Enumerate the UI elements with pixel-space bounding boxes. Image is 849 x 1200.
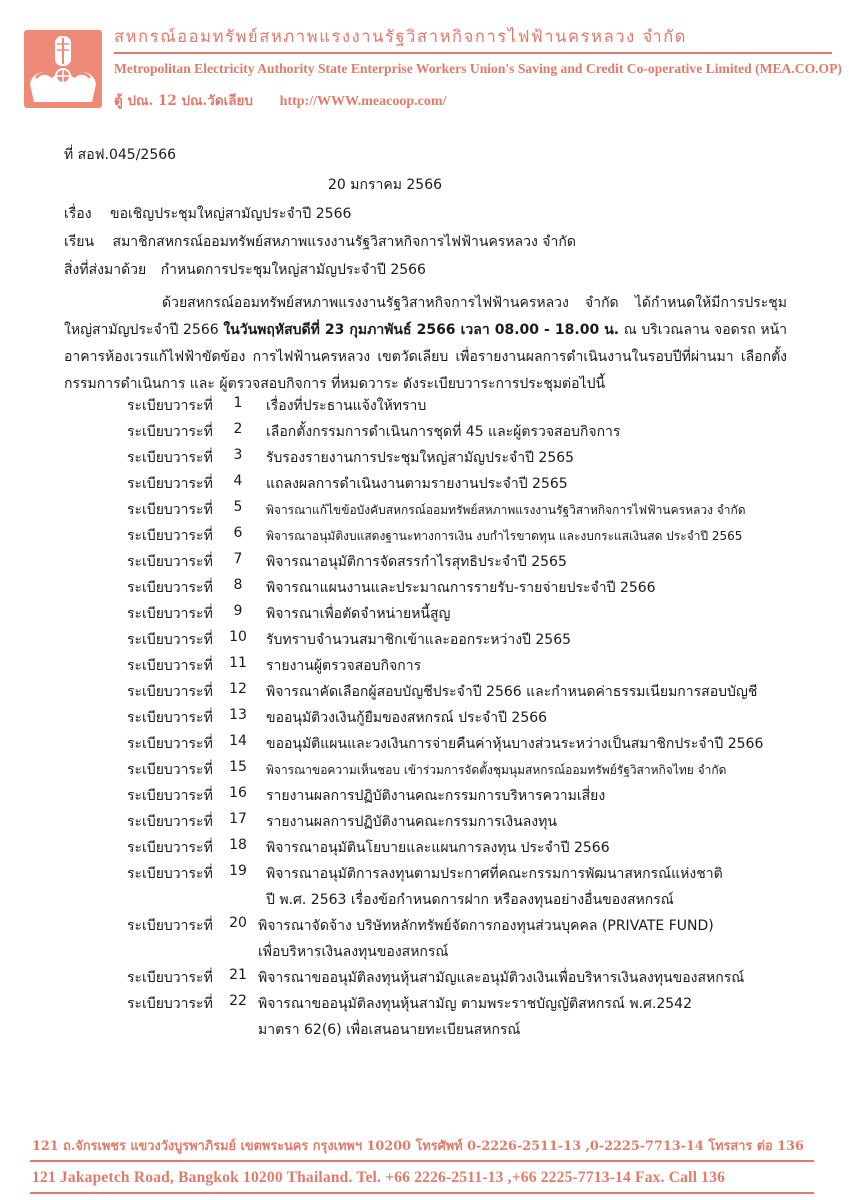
agenda-number: 21 (229, 967, 247, 983)
agenda-text: พิจารณาอนุมัติงบแสดงฐานะทางการเงิน งบกำไรขาดทุน และงบกระแสเงินสด ประจำปี 2565 (266, 529, 743, 543)
enclosure-line (64, 261, 426, 279)
subject-line (64, 205, 351, 223)
footer-bottom-divider (30, 1192, 814, 1194)
agenda-label: ระเบียบวาระที่ (127, 606, 213, 622)
agenda-label: ระเบียบวาระที่ (127, 996, 213, 1012)
agenda-item (0, 473, 849, 497)
subject-label: เรื่อง (64, 206, 92, 222)
letter-date: 20 มกราคม 2566 (328, 177, 443, 193)
agenda-label: ระเบียบวาระที่ (127, 918, 213, 934)
agenda-item (0, 655, 849, 679)
website-link[interactable]: http://WWW.meacoop.com/ (279, 94, 447, 109)
agenda-item (0, 759, 849, 783)
agenda-number: 10 (229, 629, 247, 645)
agenda-label: ระเบียบวาระที่ (127, 398, 213, 414)
agenda-text-continued: มาตรา 62(6) เพื่อเสนอนายทะเบียนสหกรณ์ (258, 1022, 521, 1038)
agenda-number: 3 (233, 447, 243, 463)
footer-address-thai: 121 ถ.จักรเพชร แขวงวังบูรพาภิรมย์ เขตพระนคร กรุงเทพฯ 10200 โทรศัพท์ 0-2226-2511-13 ,0-2225-7713-14 โทรสาร ต่อ 136 (32, 1139, 804, 1154)
agenda-label: ระเบียบวาระที่ (127, 736, 213, 752)
agenda-number: 6 (233, 525, 243, 541)
footer-divider (30, 1160, 814, 1162)
agenda-item (0, 395, 849, 419)
agenda-item (0, 967, 849, 991)
agenda-label: ระเบียบวาระที่ (127, 632, 213, 648)
agenda-label: ระเบียบวาระที่ (127, 554, 213, 570)
recipient-label: เรียน (64, 234, 95, 250)
agenda-number: 7 (233, 551, 243, 567)
agenda-label: ระเบียบวาระที่ (127, 424, 213, 440)
agenda-label: ระเบียบวาระที่ (127, 710, 213, 726)
agenda-label: ระเบียบวาระที่ (127, 528, 213, 544)
agenda-text: ขออนุมัติวงเงินกู้ยืมของสหกรณ์ ประจำปี 2566 (266, 710, 548, 726)
cooperative-logo (22, 28, 104, 110)
agenda-text: รับทราบจำนวนสมาชิกเข้าและออกระหว่างปี 2565 (266, 632, 572, 648)
recipient-line (64, 233, 576, 251)
agenda-item (0, 993, 849, 1043)
agenda-text: พิจารณาอนุมัตินโยบายและแผนการลงทุน ประจำปี 2566 (266, 840, 610, 856)
org-name-english: Metropolitan Electricity Authority State Enterprise Workers Union's Saving and Credit Co-operative Limited (MEA.CO.OP) (114, 61, 842, 76)
agenda-number: 13 (229, 707, 247, 723)
org-name-thai: สหกรณ์ออมทรัพย์สหภาพแรงงานรัฐวิสาหกิจการไฟฟ้านครหลวง จำกัด (114, 27, 688, 46)
agenda-label: ระเบียบวาระที่ (127, 814, 213, 830)
agenda-text: เรื่องที่ประธานแจ้งให้ทราบ (266, 398, 427, 414)
agenda-item (0, 421, 849, 445)
reference-number: ที่ สอฟ.045/2566 (64, 147, 177, 163)
agenda-text: ขออนุมัติแผนและวงเงินการจ่ายคืนค่าหุ้นบางส่วนระหว่างเป็นสมาชิกประจำปี 2566 (266, 736, 764, 752)
agenda-label: ระเบียบวาระที่ (127, 658, 213, 674)
agenda-item (0, 915, 849, 965)
agenda-item (0, 681, 849, 705)
agenda-item (0, 603, 849, 627)
agenda-number: 5 (233, 499, 243, 515)
agenda-item (0, 629, 849, 653)
agenda-label: ระเบียบวาระที่ (127, 450, 213, 466)
agenda-label: ระเบียบวาระที่ (127, 866, 213, 882)
agenda-number: 1 (233, 395, 243, 411)
body-paragraph (64, 290, 787, 398)
agenda-text: พิจารณาขออนุมัติลงทุนหุ้นสามัญและอนุมัติวงเงินเพื่อบริหารเงินลงทุนของสหกรณ์ (258, 970, 745, 986)
agenda-number: 17 (229, 811, 247, 827)
agenda-text: พิจารณาเพื่อตัดจำหน่ายหนี้สูญ (266, 606, 451, 622)
agenda-text: รายงานผลการปฏิบัติงานคณะกรรมการบริหารความเสี่ยง (266, 788, 606, 804)
agenda-item (0, 525, 849, 549)
agenda-number: 9 (233, 603, 243, 619)
agenda-item (0, 707, 849, 731)
subject-text: ขอเชิญประชุมใหญ่สามัญประจำปี 2566 (110, 206, 352, 222)
agenda-text: พิจารณาอนุมัติการจัดสรรกำไรสุทธิประจำปี 2565 (266, 554, 567, 570)
agenda-text: พิจารณาแก้ไขข้อบังคับสหกรณ์ออมทรัพย์สหภาพแรงงานรัฐวิสาหกิจการไฟฟ้านครหลวง จำกัด (266, 503, 746, 517)
agenda-number: 4 (233, 473, 243, 489)
agenda-label: ระเบียบวาระที่ (127, 840, 213, 856)
body-text-2: ณ บริเวณลาน จอดรถ หน้าอาคารห้องเวรแก้ไฟฟ้าขัดข้อง การไฟฟ้านครหลวง เขตวัดเลียบ เพื่อรายงานผลการดำเนินงานในรอบปีที่ผ่านมา เลือกตั้งกรรมการดำเนินการ และ ผู้ตรวจสอบกิจการ ที่หมดวาระ ดังระเบียบวาระการประชุมต่อไปนี้ (64, 322, 787, 392)
agenda-item (0, 837, 849, 861)
agenda-text: พิจารณาแผนงานและประมาณการรายรับ-รายจ่ายประจำปี 2566 (266, 580, 656, 596)
agenda-text: พิจารณาขอความเห็นชอบ เข้าร่วมการจัดตั้งชุมนุมสหกรณ์ออมทรัพย์รัฐวิสาหกิจไทย จำกัด (266, 763, 727, 777)
agenda-item (0, 499, 849, 523)
agenda-number: 18 (229, 837, 247, 853)
agenda-item (0, 863, 849, 913)
agenda-text: รายงานผลการปฏิบัติงานคณะกรรมการเงินลงทุน (266, 814, 557, 830)
agenda-item (0, 577, 849, 601)
agenda-item (0, 733, 849, 757)
agenda-number: 2 (233, 421, 243, 437)
meeting-datetime: ในวันพฤหัสบดีที่ 23 กุมภาพันธ์ 2566 เวลา 08.00 - 18.00 น. (223, 322, 620, 338)
agenda-item (0, 811, 849, 835)
agenda-item (0, 785, 849, 809)
enclosure-text: กำหนดการประชุมใหญ่สามัญประจำปี 2566 (160, 262, 426, 278)
agenda-text: พิจารณาจัดจ้าง บริษัทหลักทรัพย์จัดการกองทุนส่วนบุคคล (PRIVATE FUND) (258, 918, 714, 934)
agenda-number: 12 (229, 681, 247, 697)
footer-address-english: 121 Jakapetch Road, Bangkok 10200 Thailand. Tel. +66 2226-2511-13 ,+66 2225-7713-14 Fax. Call 136 (32, 1169, 726, 1186)
po-box: ตู้ ปณ. 12 ปณ.วัดเลียบ (114, 93, 253, 109)
agenda-number: 15 (229, 759, 247, 775)
body-text-1: ด้วยสหกรณ์ออมทรัพย์สหภาพแรงงานรัฐวิสาหกิจการไฟฟ้านครหลวง จำกัด ได้กำหนดให้มีการประชุมใหญ่สามัญประจำปี 2566 (64, 295, 787, 338)
agenda-label: ระเบียบวาระที่ (127, 580, 213, 596)
agenda-label: ระเบียบวาระที่ (127, 970, 213, 986)
agenda-text-continued: ปี พ.ศ. 2563 เรื่องข้อกำหนดการฝาก หรือลงทุนอย่างอื่นของสหกรณ์ (266, 892, 674, 908)
agenda-text-continued: เพื่อบริหารเงินลงทุนของสหกรณ์ (258, 944, 449, 960)
recipient-text: สมาชิกสหกรณ์ออมทรัพย์สหภาพแรงงานรัฐวิสาหกิจการไฟฟ้านครหลวง จำกัด (112, 234, 576, 250)
agenda-number: 19 (229, 863, 247, 879)
agenda-number: 8 (233, 577, 243, 593)
agenda-item (0, 447, 849, 471)
agenda-label: ระเบียบวาระที่ (127, 476, 213, 492)
agenda-number: 22 (229, 993, 247, 1009)
header-contact-row (114, 89, 446, 111)
agenda-label: ระเบียบวาระที่ (127, 502, 213, 518)
agenda-text: รับรองรายงานการประชุมใหญ่สามัญประจำปี 2565 (266, 450, 575, 466)
agenda-number: 16 (229, 785, 247, 801)
agenda-number: 14 (229, 733, 247, 749)
agenda-label: ระเบียบวาระที่ (127, 684, 213, 700)
agenda-number: 20 (229, 915, 247, 931)
agenda-label: ระเบียบวาระที่ (127, 788, 213, 804)
agenda-text: แถลงผลการดำเนินงานตามรายงานประจำปี 2565 (266, 476, 568, 492)
agenda-text: พิจารณาอนุมัติการลงทุนตามประกาศที่คณะกรรมการพัฒนาสหกรณ์แห่งชาติ (266, 866, 723, 882)
agenda-text: พิจารณาคัดเลือกผู้สอบบัญชีประจำปี 2566 และกำหนดค่าธรรมเนียมการสอบบัญชี (266, 684, 758, 700)
agenda-number: 11 (229, 655, 247, 671)
header-divider (114, 52, 832, 54)
agenda-label: ระเบียบวาระที่ (127, 762, 213, 778)
enclosure-label: สิ่งที่ส่งมาด้วย (64, 262, 147, 278)
agenda-text: รายงานผู้ตรวจสอบกิจการ (266, 658, 422, 674)
agenda-text: เลือกตั้งกรรมการดำเนินการชุดที่ 45 และผู้ตรวจสอบกิจการ (266, 424, 621, 440)
agenda-text: พิจารณาขออนุมัติลงทุนหุ้นสามัญ ตามพระราชบัญญัติสหกรณ์ พ.ศ.2542 (258, 996, 692, 1012)
agenda-item (0, 551, 849, 575)
